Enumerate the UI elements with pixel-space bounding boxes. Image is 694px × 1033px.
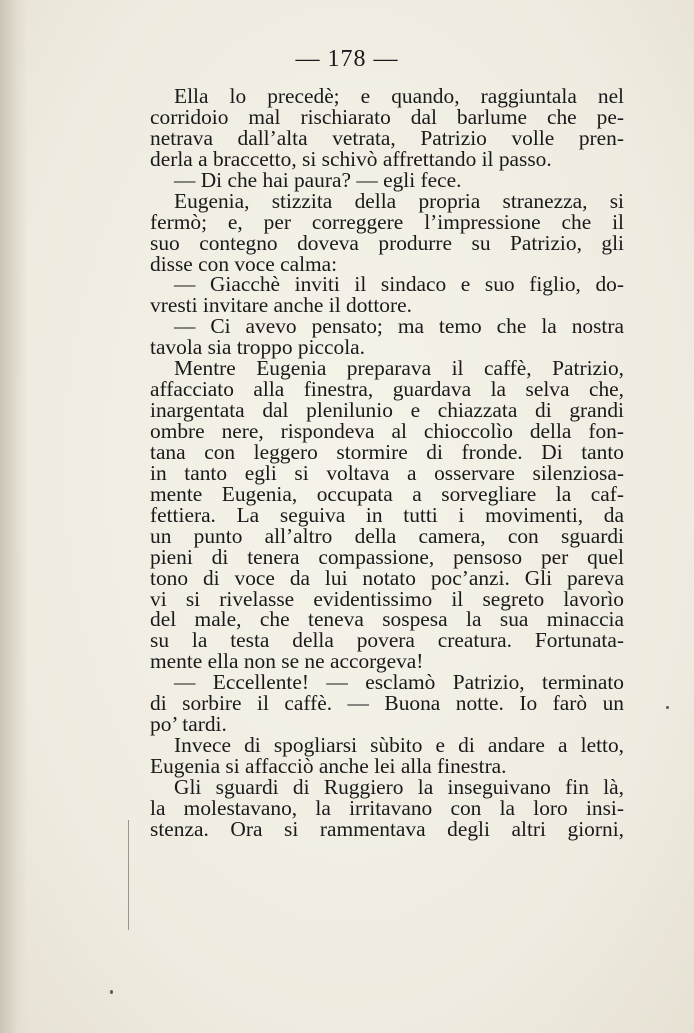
text-line: fermò; e, per correggere l’impressione che il [150,209,624,234]
text-line: netrava dall’alta vetrata, Patrizio volle pren- [150,125,624,150]
text-line: pieni di tenera compassione, pensoso per quel [150,544,624,569]
binding-shadow [0,0,28,1033]
text-line: — Di che hai paura? — egli fece. [174,167,462,192]
scan-speck [110,990,113,994]
text-line: suo contegno doveva produrre su Patrizio, gli [150,230,624,255]
text-line: affacciato alla finestra, guardava la selva che, [150,377,624,402]
text-line: — Eccellente! — esclamò Patrizio, terminato [174,670,624,695]
text-line: vresti invitare anche il dottore. [150,293,412,318]
text-line: mente Eugenia, occupata a sorvegliare la caf- [150,481,624,506]
text-line: — Giacchè inviti il sindaco e suo figlio, do- [174,272,624,297]
text-line: corridoio mal rischiarato dal barlume che pe- [150,104,624,129]
text-line: tavola sia troppo piccola. [150,335,366,360]
text-line: Mentre Eugenia preparava il caffè, Patrizio, [174,356,624,381]
text-line: mente ella non se ne accorgeva! [150,649,424,674]
text-line: Eugenia si affacciò anche lei alla finestra. [150,754,507,778]
text-line: Ella lo precedè; e quando, raggiuntala nel [174,84,624,108]
body-text [150,86,624,840]
text-line: derla a braccetto, si schivò affrettando il passo. [150,146,552,171]
page-number: — 178 — [295,46,399,72]
text-line: stenza. Ora si rammentava degli altri giorni, [150,816,624,841]
text-line: tana con leggero stormire di fronde. Di tanto [150,439,624,464]
text-line: ombre nere, rispondeva al chioccolìo della fon- [150,419,624,443]
text-line: la molestavano, la irritavano con la loro insi- [150,795,624,820]
scan-speck [666,706,669,709]
text-line: di sorbire il caffè. — Buona notte. Io farò un [150,691,624,716]
text-line: in tanto egli si voltava a osservare silenziosa- [150,460,624,485]
text-line: inargentata dal plenilunio e chiazzata di grandi [150,398,624,423]
text-line: Invece di spogliarsi sùbito e di andare a letto, [174,733,624,758]
text-line: Eugenia, stizzita della propria stranezza, si [174,188,624,213]
text-line: del male, che teneva sospesa la sua minaccia [150,607,624,632]
text-line: po’ tardi. [150,712,227,737]
text-line: disse con voce calma: [150,251,338,276]
scan-streak [128,820,129,930]
text-line: tono di voce da lui notato poc’anzi. Gli pareva [150,565,624,590]
text-line: Gli sguardi di Ruggiero la inseguivano fin là, [174,774,624,799]
text-line: vi si rivelasse evidentissimo il segreto lavorìo [150,586,624,611]
text-line: fettiera. La seguiva in tutti i movimenti, da [150,502,624,527]
text-line: — Ci avevo pensato; ma temo che la nostra [174,314,624,339]
text-line: su la testa della povera creatura. Fortunata- [150,628,624,653]
text-line: un punto all’altro della camera, con sguardi [150,523,624,548]
